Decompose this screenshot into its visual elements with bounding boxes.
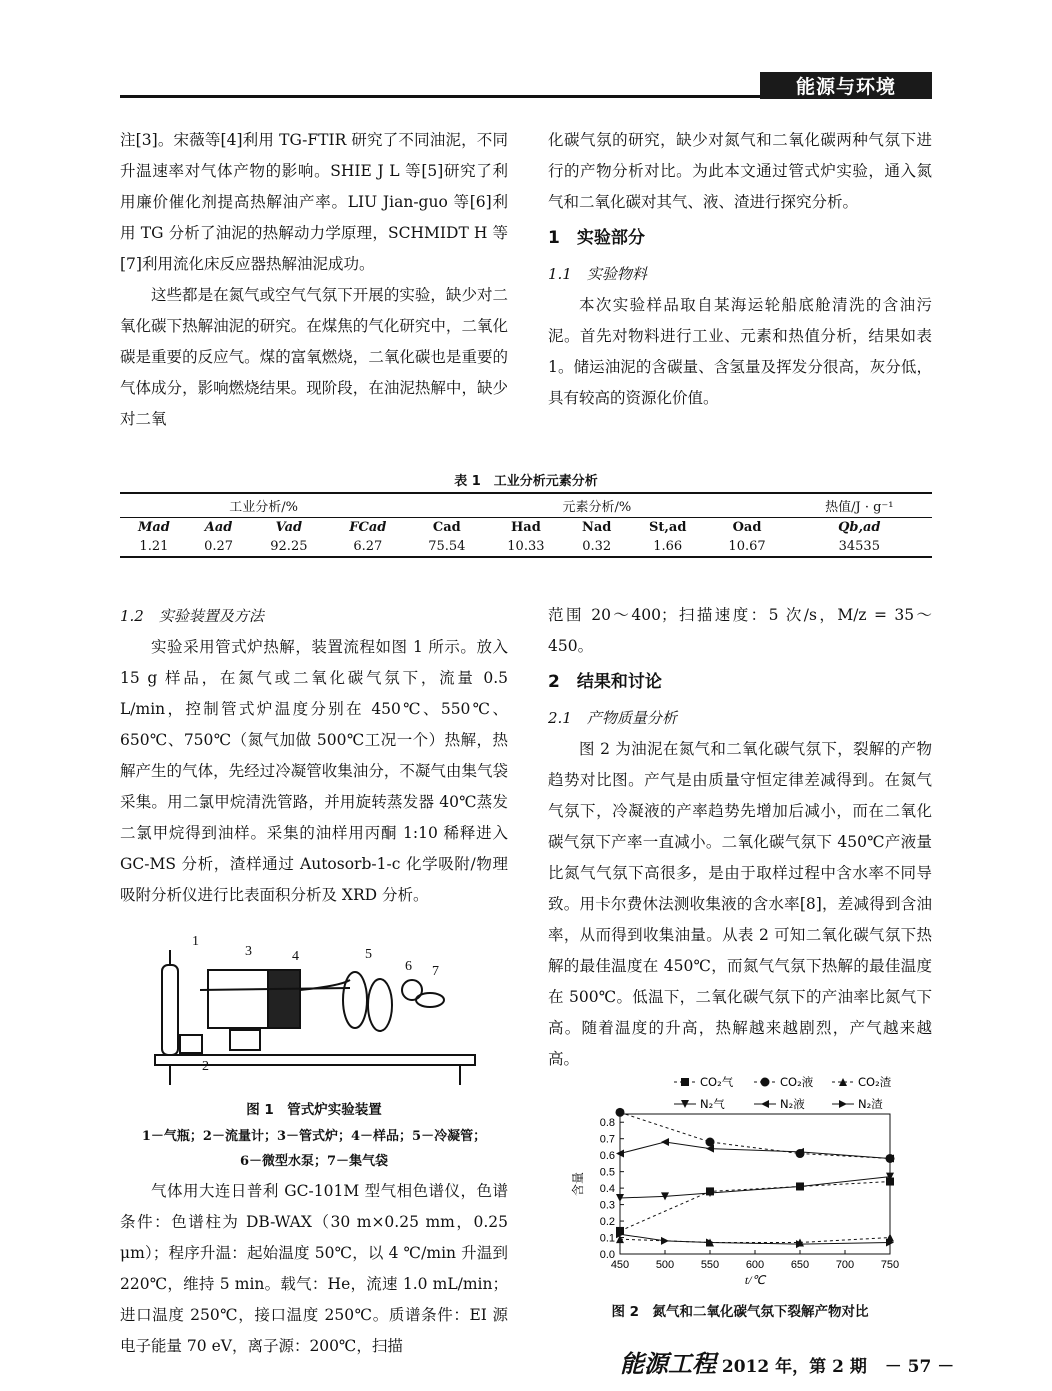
- data-point: [761, 1100, 769, 1108]
- y-tick-label: 0.4: [599, 1183, 615, 1196]
- section-heading: 1 实验部分: [548, 228, 645, 248]
- table-caption: 表 1 工业分析元素分析: [454, 474, 598, 489]
- fig1-label: 3: [245, 944, 252, 959]
- figure-2-chart: [548, 1068, 932, 1298]
- fig1-label: 5: [365, 947, 372, 962]
- gas-cylinder: [162, 965, 178, 1055]
- table-col-header: St,ad: [648, 520, 687, 535]
- paragraph: 范围 20～400；扫描速度：5 次/s，M/z = 35～450。: [548, 606, 932, 655]
- subsection-heading: 2.1 产物质量分析: [548, 709, 677, 727]
- fig1-label: 1: [192, 934, 199, 949]
- series-line: [620, 1142, 890, 1158]
- left-column-bottom: [120, 600, 508, 911]
- micro-pump: [402, 980, 422, 1000]
- paragraph: 实验采用管式炉热解，装置流程如图 1 所示。放入 15 g 样品，在氮气或二氧化碳气氛下，流量 0.5 L/min，控制管式炉温度分别在 450℃、550℃、650℃、750℃（氮气加做 500℃工况一个）热解，热解产生的气体，先经过冷凝管收集油分，不凝气由集气袋采集。用二氯甲烷清洗管路，并用旋转蒸发器 40℃蒸发二氯甲烷得到油样。采集的油样用丙酮 1:10 稀释进入 GC-MS 分析，渣样通过 Autosorb-1-c 化学吸附/物理吸附分析仪进行比表面积分析及 XRD 分析。: [120, 638, 508, 904]
- table-col-header: Qb,ad: [838, 520, 881, 535]
- flow-meter: [180, 1035, 202, 1053]
- legend-label: CO₂液: [780, 1075, 814, 1089]
- legend-label: N₂液: [780, 1097, 805, 1111]
- y-tick-label: 0.2: [599, 1216, 615, 1229]
- table-cell: 10.33: [486, 537, 565, 557]
- data-point: [761, 1078, 770, 1087]
- figure-caption: 图 2 氮气和二氧化碳气氛下裂解产物对比: [611, 1304, 869, 1320]
- table-cell: 6.27: [328, 537, 407, 557]
- figure-caption: 图 1 管式炉实验装置: [246, 1102, 382, 1118]
- y-tick-label: 0.1: [599, 1232, 615, 1245]
- journal-name: 能源工程: [620, 1349, 716, 1378]
- fig1-label: 6: [405, 959, 412, 974]
- left-column-top: [120, 125, 508, 435]
- sample: [268, 970, 300, 1028]
- figure-1-caption-block: [120, 1098, 508, 1174]
- data-point: [661, 1237, 669, 1245]
- x-tick-label: 450: [610, 1259, 630, 1271]
- section-heading: 2 结果和讨论: [548, 672, 662, 692]
- y-tick-label: 0.7: [599, 1133, 615, 1146]
- fig1-label: 7: [432, 964, 439, 979]
- paragraph: 本次实验样品取自某海运轮船底舱清洗的含油污泥。首先对物料进行工业、元素和热值分析，结果如表 1。储运油泥的含碳量、含氢量及挥发分很高，灰分低，具有较高的资源化价值。: [548, 296, 932, 407]
- data-point: [839, 1100, 847, 1108]
- table-col-header: Mad: [137, 520, 170, 535]
- table-cell: 1.66: [628, 537, 708, 557]
- y-tick-label: 0.6: [599, 1150, 615, 1163]
- legend-label: CO₂气: [700, 1075, 734, 1089]
- table-col-header: Cad: [432, 520, 461, 535]
- paragraph: 气体用大连日普利 GC-101M 型气相色谱仪，色谱条件：色谱柱为 DB-WAX（30 m×0.25 mm，0.25 μm）；程序升温：起始温度 50℃，以 4 ℃/min 升温到 220℃，维持 5 min。载气：He，流速 1.0 mL/min；进口温度 250℃，接口温度 250℃。质谱条件：EI 源电子能量 70 eV，离子源：200℃，扫描: [120, 1182, 508, 1355]
- paragraph: 这些都是在氮气或空气气氛下开展的实验，缺少对二氧化碳下热解油泥的研究。在煤焦的气化研究中，二氧化碳是重要的反应气。煤的富氧燃烧，二氧化碳也是重要的气体成分，影响燃烧结果。现阶段，在油泥热解中，缺少对二氧: [120, 286, 508, 428]
- left-column-end: [120, 1176, 508, 1362]
- table-col-header: Oad: [732, 520, 762, 535]
- fig1-label: 2: [202, 1059, 209, 1074]
- table-col-header: Vad: [275, 520, 303, 535]
- fig1-label: 4: [292, 949, 299, 964]
- condenser: [343, 972, 367, 1028]
- table-cell: 0.32: [565, 537, 627, 557]
- table-cell: 10.67: [707, 537, 786, 557]
- table-group-header: 热值/J · g⁻¹: [787, 493, 932, 518]
- x-tick-label: 750: [880, 1259, 900, 1271]
- table-cell: 34535: [787, 537, 932, 557]
- table-group-header: 工业分析/%: [120, 493, 407, 518]
- data-point: [681, 1078, 689, 1086]
- table-cell: 0.27: [188, 537, 250, 557]
- y-tick-label: 0.5: [599, 1166, 615, 1179]
- table-cell: 75.54: [407, 537, 486, 557]
- paragraph: 图 2 为油泥在氮气和二氧化碳气氛下，裂解的产物趋势对比图。产气是由质量守恒定律差减得到。在氮气气氛下，冷凝液的产率趋势先增加后减小，而在二氧化碳气氛下产率一直减小。二氧化碳气氛下 450℃产液量比氮气气氛下高很多，是由于取样过程中含水率不同导致。用卡尔费休法测收集液的含水率[8]，差减得到含油率，从而得到收集油量。从表 2 可知二氧化碳气氛下热解的最佳温度在 450℃，而氮气气氛下热解的最佳温度在 500℃。低温下，二氧化碳气氛下的产油率比氮气下高。随着温度的升高，热解越来越剧烈，产气越来越高。: [548, 740, 932, 1068]
- x-tick-label: 600: [745, 1259, 765, 1271]
- table-group-header: 元素分析/%: [407, 493, 786, 518]
- table-cell: 92.25: [249, 537, 328, 557]
- issue-info: 2012 年，第 2 期: [721, 1357, 867, 1377]
- series-line: [620, 1234, 890, 1244]
- x-tick-label: 700: [835, 1259, 855, 1271]
- x-tick-label: 550: [700, 1259, 720, 1271]
- figure-note: 6－微型水泵；7－集气袋: [239, 1154, 389, 1169]
- right-column-top: [548, 125, 932, 414]
- series-line: [620, 1112, 890, 1158]
- table-col-header: Had: [510, 520, 541, 535]
- plot-frame: [620, 1114, 890, 1254]
- paragraph: 化碳气氛的研究，缺少对氮气和二氧化碳两种气氛下进行的产物分析对比。为此本文通过管式炉实验，通入氮气和二氧化碳对其气、液、渣进行探究分析。: [548, 131, 932, 211]
- series-line: [620, 1182, 890, 1231]
- data-point: [616, 1108, 625, 1117]
- x-axis-label: t/℃: [744, 1273, 766, 1287]
- subsection-heading: 1.1 实验物料: [548, 265, 647, 283]
- y-tick-label: 0.3: [599, 1199, 615, 1212]
- legend-label: N₂渣: [858, 1097, 883, 1111]
- y-tick-label: 0.0: [599, 1249, 615, 1261]
- table-cell: 1.21: [120, 537, 188, 557]
- figure-note: 1－气瓶；2－流量计；3－管式炉；4－样品；5－冷凝管；: [141, 1129, 487, 1144]
- section-header: 能源与环境: [760, 72, 932, 99]
- table-col-header: Nad: [581, 520, 612, 535]
- series-line: [620, 1177, 890, 1198]
- legend-label: CO₂渣: [858, 1075, 892, 1089]
- page-number: － 57 －: [884, 1357, 955, 1377]
- data-point: [661, 1138, 669, 1146]
- y-tick-label: 0.8: [599, 1117, 615, 1130]
- page-footer: [620, 1344, 954, 1379]
- table-1: [120, 492, 932, 558]
- table-col-header: FCad: [349, 520, 387, 535]
- table-col-header: Aad: [204, 520, 233, 535]
- right-column-bottom: [548, 600, 932, 1075]
- figure-1-apparatus: [150, 930, 490, 1090]
- x-tick-label: 500: [655, 1259, 675, 1271]
- paragraph: 注[3]。宋薇等[4]利用 TG-FTIR 研究了不同油泥，不同升温速率对气体产物的影响。SHIE J L 等[5]研究了利用廉价催化剂提高热解油产率。LIU Jian-guo 等[6]利用 TG 分析了油泥的热解动力学原理，SCHMIDT H 等[7]利用流化床反应器热解油泥成功。: [120, 131, 508, 273]
- gas-bag: [416, 993, 444, 1007]
- tube-furnace: [208, 970, 268, 1028]
- legend-label: N₂气: [700, 1097, 725, 1111]
- subsection-heading: 1.2 实验装置及方法: [120, 607, 264, 625]
- x-tick-label: 650: [790, 1259, 810, 1271]
- y-axis-label: 含量: [571, 1171, 585, 1197]
